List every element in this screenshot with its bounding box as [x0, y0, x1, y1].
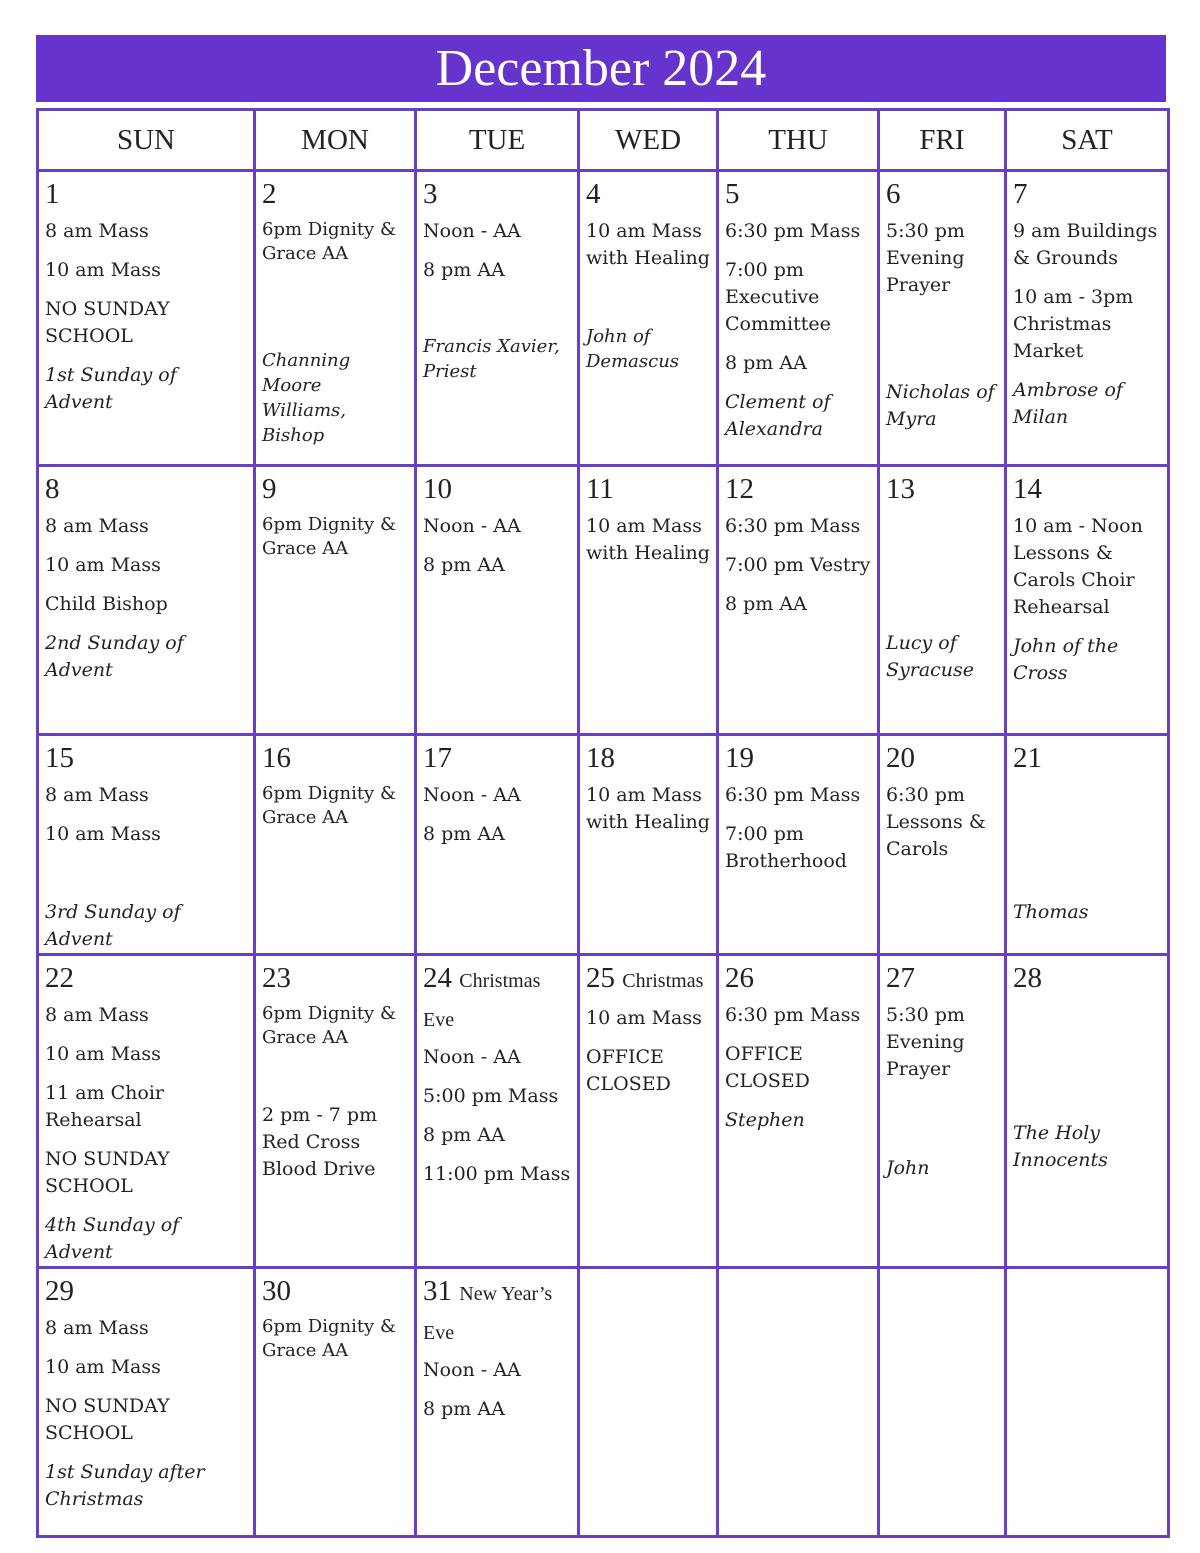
day-number: 20 — [886, 742, 915, 774]
day-cell-11 — [579, 466, 718, 735]
feast-day: Stephen — [725, 1109, 805, 1131]
day-number-value: 25 — [586, 962, 615, 994]
feast-day: Ambrose of Milan — [1013, 379, 1123, 428]
day-number: 10 — [423, 473, 452, 505]
day-cell-9 — [255, 466, 416, 735]
day-number: 3 — [423, 178, 438, 210]
event-item: 8 am Mass — [45, 515, 149, 537]
event-item: OFFICE CLOSED — [586, 1046, 671, 1095]
empty-day-cell — [579, 1268, 718, 1537]
empty-day-cell — [718, 1268, 879, 1537]
day-cell-2 — [255, 171, 416, 466]
weekday-header-wed: WED — [579, 110, 718, 171]
event-item: Noon - AA — [423, 220, 521, 242]
day-number: 30 — [262, 1275, 291, 1307]
day-cell-6 — [879, 171, 1006, 466]
day-cell-12 — [718, 466, 879, 735]
weekday-header-mon: MON — [255, 110, 416, 171]
day-cell-25 — [579, 955, 718, 1268]
event-item: Noon - AA — [423, 784, 521, 806]
event-item: 6:30 pm Mass — [725, 1004, 861, 1026]
feast-day: John of the Cross — [1013, 635, 1119, 684]
event-item: Noon - AA — [423, 1046, 521, 1068]
day-number: 27 — [886, 962, 915, 994]
event-item: Child Bishop — [45, 593, 168, 615]
event-item: Noon - AA — [423, 515, 521, 537]
day-cell-10 — [416, 466, 579, 735]
event-item: 11 am Choir Rehearsal — [45, 1082, 164, 1131]
day-cell-28 — [1006, 955, 1169, 1268]
day-number: 12 — [725, 473, 754, 505]
feast-day: Lucy of Syracuse — [886, 632, 975, 681]
event-item: 6pm Dignity & Grace AA — [262, 1003, 396, 1048]
day-number: 14 — [1013, 473, 1042, 505]
day-cell-23 — [255, 955, 416, 1268]
event-item: 7:00 pm Brotherhood — [725, 823, 847, 872]
day-cell-15 — [38, 735, 255, 955]
event-item: 10 am Mass — [45, 1043, 161, 1065]
feast-day: The Holy Innocents — [1013, 1122, 1108, 1171]
feast-day: Nicholas of Myra — [886, 381, 995, 430]
event-item: 6pm Dignity & Grace AA — [262, 219, 396, 264]
day-number: 11 — [586, 473, 614, 505]
event-item: 10 am Mass — [45, 259, 161, 281]
event-item: 8 pm AA — [423, 1398, 505, 1420]
day-cell-29 — [38, 1268, 255, 1537]
day-number: 2 — [262, 178, 277, 210]
day-number — [423, 1273, 572, 1351]
feast-day: Thomas — [1013, 901, 1089, 923]
event-item: 6:30 pm Mass — [725, 220, 861, 242]
empty-day-cell — [879, 1268, 1006, 1537]
day-number — [586, 960, 711, 999]
day-cell-18 — [579, 735, 718, 955]
day-cell-16 — [255, 735, 416, 955]
day-cell-24 — [416, 955, 579, 1268]
day-number: 22 — [45, 962, 74, 994]
feast-day: Francis Xavier, Priest — [423, 336, 560, 382]
week-row-1 — [38, 171, 1169, 466]
day-number: 23 — [262, 962, 291, 994]
feast-day: 1st Sunday after Christmas — [45, 1461, 205, 1510]
feast-day: 2nd Sunday of Advent — [45, 632, 184, 681]
day-number: 16 — [262, 742, 291, 774]
event-item: 7:00 pm Executive Committee — [725, 259, 831, 335]
feast-day: Channing Moore Williams, Bishop — [262, 350, 351, 446]
day-cell-17 — [416, 735, 579, 955]
day-number: 4 — [586, 178, 601, 210]
day-number: 9 — [262, 473, 277, 505]
event-item: NO SUNDAY SCHOOL — [45, 298, 170, 347]
event-item: NO SUNDAY SCHOOL — [45, 1148, 170, 1197]
day-cell-19 — [718, 735, 879, 955]
day-cell-21 — [1006, 735, 1169, 955]
event-item: 10 am - 3pm Christmas Market — [1013, 286, 1134, 362]
day-cell-26 — [718, 955, 879, 1268]
feast-day: Clement of Alexandra — [725, 391, 831, 440]
event-item: 10 am Mass — [45, 823, 161, 845]
day-number: 8 — [45, 473, 60, 505]
event-item: 5:00 pm Mass — [423, 1085, 559, 1107]
day-number: 5 — [725, 178, 740, 210]
day-cell-3 — [416, 171, 579, 466]
event-item: 11:00 pm Mass — [423, 1163, 571, 1185]
event-item: 10 am - Noon Lessons & Carols Choir Rehearsal — [1013, 515, 1143, 618]
feast-day: 3rd Sunday of Advent — [45, 901, 181, 950]
calendar-grid — [36, 108, 1170, 1538]
event-item: 2 pm - 7 pm Red Cross Blood Drive — [262, 1104, 378, 1180]
weekday-header-fri: FRI — [879, 110, 1006, 171]
day-cell-7 — [1006, 171, 1169, 466]
day-number: 15 — [45, 742, 74, 774]
day-number: 29 — [45, 1275, 74, 1307]
day-number: 26 — [725, 962, 754, 994]
day-number — [423, 960, 572, 1038]
event-item: NO SUNDAY SCHOOL — [45, 1395, 170, 1444]
day-cell-5 — [718, 171, 879, 466]
day-number: 21 — [1013, 742, 1042, 774]
holiday-label: New Year’s Eve — [423, 1283, 553, 1344]
calendar-title: December 2024 — [36, 35, 1166, 102]
event-item: 10 am Mass with Healing — [586, 784, 710, 833]
event-item: 8 am Mass — [45, 1317, 149, 1339]
day-cell-31 — [416, 1268, 579, 1537]
event-item: 10 am Mass — [45, 1356, 161, 1378]
day-number: 19 — [725, 742, 754, 774]
event-item: 7:00 pm Vestry — [725, 554, 871, 576]
weekday-header-row — [38, 110, 1169, 171]
day-cell-14 — [1006, 466, 1169, 735]
weekday-header-sat: SAT — [1006, 110, 1169, 171]
event-item: 10 am Mass with Healing — [586, 515, 710, 564]
event-item: 8 am Mass — [45, 1004, 149, 1026]
event-item: 8 pm AA — [423, 554, 505, 576]
empty-day-cell — [1006, 1268, 1169, 1537]
day-cell-27 — [879, 955, 1006, 1268]
event-item: 6pm Dignity & Grace AA — [262, 1316, 396, 1361]
weekday-header-tue: TUE — [416, 110, 579, 171]
event-item: OFFICE CLOSED — [725, 1043, 810, 1092]
day-number: 13 — [886, 473, 915, 505]
feast-day: John of Demascus — [586, 326, 680, 372]
event-item: 8 pm AA — [423, 823, 505, 845]
event-item: 6pm Dignity & Grace AA — [262, 783, 396, 828]
event-item: 9 am Buildings & Grounds — [1013, 220, 1158, 269]
day-number: 17 — [423, 742, 452, 774]
holiday-label: Christmas Eve — [423, 970, 541, 1031]
event-item: 8 am Mass — [45, 220, 149, 242]
event-item: 8 pm AA — [423, 259, 505, 281]
event-item: Noon - AA — [423, 1359, 521, 1381]
day-number-value: 31 — [423, 1275, 452, 1307]
day-cell-4 — [579, 171, 718, 466]
feast-day: John — [886, 1157, 930, 1179]
day-number: 7 — [1013, 178, 1028, 210]
event-item: 10 am Mass — [45, 554, 161, 576]
event-item: 6pm Dignity & Grace AA — [262, 514, 396, 559]
weekday-header-sun: SUN — [38, 110, 255, 171]
event-item: 6:30 pm Mass — [725, 784, 861, 806]
day-cell-8 — [38, 466, 255, 735]
week-row-4 — [38, 955, 1169, 1268]
event-item: 5:30 pm Evening Prayer — [886, 220, 965, 296]
day-cell-30 — [255, 1268, 416, 1537]
day-number: 1 — [45, 178, 60, 210]
week-row-3 — [38, 735, 1169, 955]
event-item: 8 am Mass — [45, 784, 149, 806]
day-cell-13 — [879, 466, 1006, 735]
event-item: 6:30 pm Lessons & Carols — [886, 784, 986, 860]
day-number: 18 — [586, 742, 615, 774]
event-item: 8 pm AA — [423, 1124, 505, 1146]
week-row-5 — [38, 1268, 1169, 1537]
day-cell-20 — [879, 735, 1006, 955]
event-item: 5:30 pm Evening Prayer — [886, 1004, 965, 1080]
day-cell-22 — [38, 955, 255, 1268]
event-item: 8 pm AA — [725, 593, 807, 615]
event-item: 6:30 pm Mass — [725, 515, 861, 537]
day-cell-1 — [38, 171, 255, 466]
weekday-header-thu: THU — [718, 110, 879, 171]
day-number: 6 — [886, 178, 901, 210]
feast-day: 1st Sunday of Advent — [45, 364, 177, 413]
event-item: 10 am Mass — [586, 1007, 702, 1029]
week-row-2 — [38, 466, 1169, 735]
holiday-label: Christmas — [622, 970, 704, 992]
event-item: 8 pm AA — [725, 352, 807, 374]
day-number-value: 24 — [423, 962, 452, 994]
feast-day: 4th Sunday of Advent — [45, 1214, 180, 1263]
event-item: 10 am Mass with Healing — [586, 220, 710, 269]
day-number: 28 — [1013, 962, 1042, 994]
